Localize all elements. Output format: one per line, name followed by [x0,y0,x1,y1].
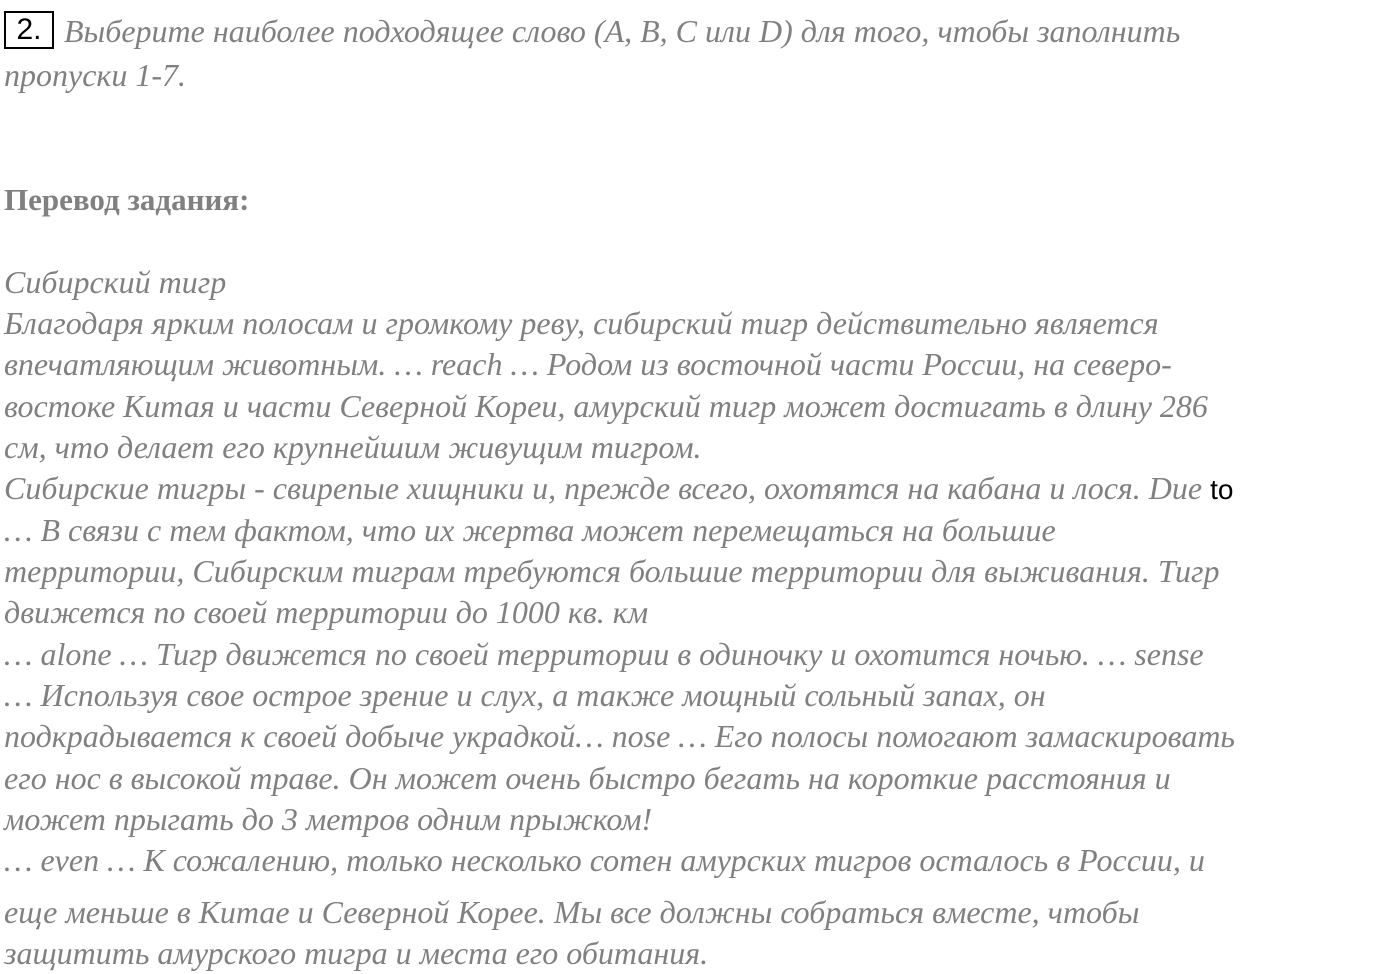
story-line-5 [4,468,1233,510]
story-line-6: … В связи с тем фактом, что их жертва может перемещаться на большие [4,512,1056,548]
story-line-5-text: Сибирские тигры - свирепые хищники и, прежде всего, охотятся на кабана и лося. Due [4,470,1203,506]
task-instruction-line-1: Выберите наиболее подходящее слово (A, B, C или D) для того, чтобы заполнить [64,13,1181,49]
story-title: Сибирский тигр [4,264,227,300]
story-line-4: см, что делает его крупнейшим живущим тигром. [4,429,702,465]
story-line-12: его нос в высокой траве. Он может очень быстро бегать на короткие расстояния и [4,760,1171,796]
story-line-10: … Используя свое острое зрение и слух, а также мощный сольный запах, он [4,677,1046,713]
story-line-15: еще меньше в Китае и Северной Корее. Мы все должны собраться вместе, чтобы [4,894,1140,930]
story-line-11: подкрадывается к своей добыче украдкой… nose … Его полосы помогают замаскировать [4,718,1235,754]
task-instruction-line-2: пропуски 1-7. [4,57,187,93]
task-number-box: 2. [4,11,54,49]
story-line-2: впечатляющим животным. … reach … Родом из восточной части России, на северо- [4,346,1172,382]
black-word: to [1210,474,1234,505]
story-line-9: … alone … Тигр движется по своей территории в одиночку и охотится ночью. … sense [4,636,1204,672]
story-line-8: движется по своей территории до 1000 кв. км [4,594,649,630]
story-line-16: защитить амурского тигра и места его обитания. [4,935,709,971]
story-line-14: … even … К сожалению, только несколько сотен амурских тигров осталось в России, и [4,842,1205,878]
story-line-7: территории, Сибирским тиграм требуются большие территории для выживания. Тигр [4,553,1220,589]
story-line-3: востоке Китая и части Северной Кореи, амурский тигр может достигать в длину 286 [4,388,1208,424]
translation-heading: Перевод задания: [4,182,250,217]
story-line-1: Благодаря ярким полосам и громкому реву, сибирский тигр действительно является [4,305,1159,341]
story-line-13: может прыгать до 3 метров одним прыжком! [4,801,653,837]
